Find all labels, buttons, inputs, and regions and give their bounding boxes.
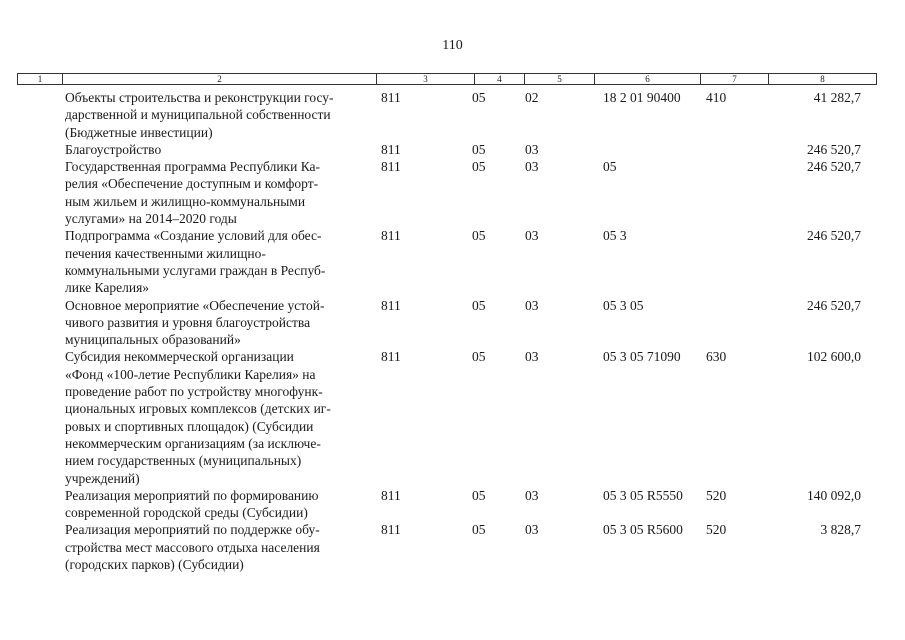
row-section-code: 05 [472, 228, 486, 244]
table-row [0, 227, 905, 296]
row-ministry-code: 811 [381, 141, 401, 157]
row-section-code: 05 [472, 90, 486, 105]
row-expense-type: 520 [706, 522, 727, 538]
row-subsection-code: 03 [525, 349, 539, 365]
table-row [0, 89, 905, 141]
row-expense-type: 630 [706, 349, 727, 365]
row-ministry-code: 811 [381, 90, 401, 105]
table-row [0, 348, 905, 486]
row-amount: 246 520,7 [807, 297, 861, 313]
row-section-code: 05 [472, 141, 486, 157]
row-amount: 102 600,0 [807, 349, 861, 365]
row-name [65, 89, 370, 141]
row-name-line: ровых и спортивных площадок) (Субсидии [65, 418, 314, 434]
row-amount: 246 520,7 [807, 159, 861, 175]
row-name [65, 487, 370, 522]
table-header-row [17, 73, 877, 85]
row-name-line: учреждений) [65, 470, 140, 486]
row-name-line: релия «Обеспечение доступным и комфорт- [65, 176, 319, 192]
row-subsection-code: 03 [525, 228, 539, 244]
row-ministry-code: 811 [381, 297, 401, 313]
header-col-8: 8 [768, 74, 876, 84]
row-expense-type: 520 [706, 487, 727, 503]
row-section-code: 05 [472, 297, 486, 313]
row-name-line: Благоустройство [65, 141, 162, 157]
row-name-line: дарственной и муниципальной собственности [65, 107, 331, 123]
table-row [0, 141, 905, 158]
row-target-article: 05 3 [603, 228, 627, 244]
row-amount: 140 092,0 [807, 487, 861, 503]
row-name-line: современной городской среды (Субсидии) [65, 505, 308, 521]
row-name-line: услугами» на 2014–2020 годы [65, 211, 237, 227]
row-name [65, 297, 370, 349]
row-ministry-code: 811 [381, 522, 401, 538]
row-name-line: некоммерческим организациям (за исключе- [65, 435, 321, 451]
row-name-line: циональных игровых комплексов (детских иг- [65, 401, 331, 417]
row-name-line: чивого развития и уровня благоустройства [65, 314, 311, 330]
row-ministry-code: 811 [381, 487, 401, 503]
row-name-line: стройства мест массового отдыха населения [65, 539, 320, 555]
budget-table-body [0, 89, 905, 573]
row-name-line: (городских парков) (Субсидии) [65, 557, 244, 573]
row-name-line: муниципальных образований» [65, 332, 241, 348]
row-expense-type: 410 [706, 90, 727, 105]
table-row [0, 487, 905, 522]
row-subsection-code: 03 [525, 487, 539, 503]
row-name-line: печения качественными жилищно- [65, 245, 266, 261]
row-name [65, 227, 370, 296]
row-target-article: 05 3 05 R5550 [603, 487, 683, 503]
header-col-6: 6 [594, 74, 700, 84]
row-name-line: Государственная программа Республики Ка- [65, 159, 321, 175]
header-col-1: 1 [37, 74, 43, 84]
row-amount: 3 828,7 [820, 522, 861, 538]
row-name-line: ным жильем и жилищно-коммунальными [65, 193, 306, 209]
page-number: 110 [442, 38, 463, 53]
row-subsection-code: 03 [525, 297, 539, 313]
row-subsection-code: 03 [525, 522, 539, 538]
row-name-line: Объекты строительства и реконструкции госу- [65, 90, 334, 105]
row-section-code: 05 [472, 487, 486, 503]
table-row [0, 297, 905, 349]
row-ministry-code: 811 [381, 349, 401, 365]
row-name [65, 348, 370, 486]
row-amount: 246 520,7 [807, 228, 861, 244]
table-row [0, 521, 905, 573]
table-row [0, 158, 905, 227]
row-target-article: 05 [603, 159, 617, 175]
row-name [65, 521, 370, 573]
row-ministry-code: 811 [381, 159, 401, 175]
row-target-article: 18 2 01 90400 [603, 90, 681, 105]
row-name-line: проведение работ по устройству многофунк- [65, 384, 323, 400]
header-col-3: 3 [376, 74, 474, 84]
row-name-line: коммунальными услугами граждан в Респуб- [65, 262, 326, 278]
row-name [65, 141, 370, 158]
row-section-code: 05 [472, 522, 486, 538]
row-section-code: 05 [472, 349, 486, 365]
row-name-line: Подпрограмма «Создание условий для обес- [65, 228, 322, 244]
row-name-line: лике Карелия» [65, 280, 150, 296]
row-subsection-code: 02 [525, 90, 539, 105]
row-name-line: Основное мероприятие «Обеспечение устой- [65, 297, 325, 313]
row-name-line: (Бюджетные инвестиции) [65, 124, 213, 140]
row-amount: 41 282,7 [813, 90, 861, 105]
row-name-line: Реализация мероприятий по поддержке обу- [65, 522, 320, 538]
row-name-line: «Фонд «100-летие Республики Карелия» на [65, 366, 316, 382]
header-col-7: 7 [700, 74, 768, 84]
row-section-code: 05 [472, 159, 486, 175]
row-subsection-code: 03 [525, 141, 539, 157]
row-amount: 246 520,7 [807, 141, 861, 157]
row-ministry-code: 811 [381, 228, 401, 244]
row-target-article: 05 3 05 71090 [603, 349, 681, 365]
header-col-2: 2 [62, 74, 376, 84]
header-col-4: 4 [474, 74, 524, 84]
row-target-article: 05 3 05 [603, 297, 644, 313]
header-col-5: 5 [524, 74, 594, 84]
row-name-line: Реализация мероприятий по формированию [65, 487, 319, 503]
row-target-article: 05 3 05 R5600 [603, 522, 683, 538]
row-name-line: нием государственных (муниципальных) [65, 453, 302, 469]
row-subsection-code: 03 [525, 159, 539, 175]
row-name-line: Субсидия некоммерческой организации [65, 349, 294, 365]
row-name [65, 158, 370, 227]
